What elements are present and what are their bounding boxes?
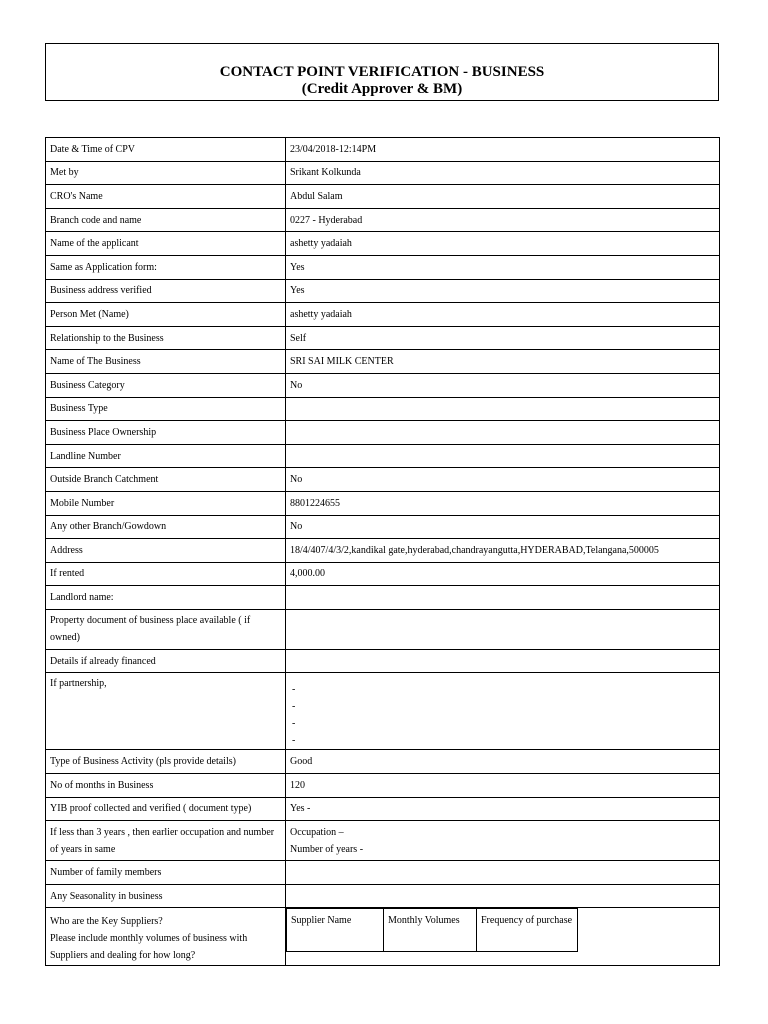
row-value: ashetty yadaiah bbox=[286, 232, 720, 256]
row-label: If less than 3 years , then earlier occupation and number of years in same bbox=[46, 821, 286, 861]
row-label: No of months in Business bbox=[46, 774, 286, 798]
row-label: Any other Branch/Gowdown bbox=[46, 515, 286, 539]
table-row bbox=[46, 279, 720, 303]
row-value bbox=[286, 397, 720, 421]
table-row bbox=[46, 444, 720, 468]
table-row bbox=[46, 673, 720, 750]
table-row bbox=[287, 909, 578, 952]
row-value bbox=[286, 861, 720, 885]
table-row bbox=[46, 138, 720, 162]
row-value bbox=[286, 586, 720, 610]
row-label: If partnership, bbox=[46, 673, 286, 750]
row-value: 4,000.00 bbox=[286, 562, 720, 586]
row-label: If rented bbox=[46, 562, 286, 586]
row-label: Date & Time of CPV bbox=[46, 138, 286, 162]
table-row bbox=[46, 821, 720, 861]
table-row bbox=[46, 421, 720, 445]
row-label: Address bbox=[46, 539, 286, 563]
table-row bbox=[46, 774, 720, 798]
row-value: No bbox=[286, 468, 720, 492]
table-row bbox=[46, 586, 720, 610]
row-label: Relationship to the Business bbox=[46, 326, 286, 350]
page-subtitle: (Credit Approver & BM) bbox=[301, 81, 463, 97]
row-value bbox=[286, 609, 720, 649]
cpv-form-table bbox=[45, 137, 720, 966]
table-row bbox=[46, 884, 720, 908]
row-label: Landlord name: bbox=[46, 586, 286, 610]
row-value bbox=[286, 421, 720, 445]
row-value bbox=[286, 884, 720, 908]
suppliers-instruction-1: Please include monthly volumes of business with bbox=[50, 933, 248, 945]
row-label: Name of The Business bbox=[46, 350, 286, 374]
row-value: Good bbox=[286, 750, 720, 774]
row-value: 18/4/407/4/3/2,kandikal gate,hyderabad,chandrayangutta,HYDERABAD,Telangana,500005 bbox=[286, 539, 720, 563]
years-text: Number of years - bbox=[290, 843, 364, 855]
row-value bbox=[286, 649, 720, 673]
row-label: Met by bbox=[46, 161, 286, 185]
row-label: Branch code and name bbox=[46, 208, 286, 232]
table-row bbox=[46, 861, 720, 885]
row-value: Yes bbox=[286, 279, 720, 303]
row-value bbox=[286, 444, 720, 468]
row-label: Property document of business place available ( if owned) bbox=[46, 609, 286, 649]
row-label: Details if already financed bbox=[46, 649, 286, 673]
table-row bbox=[46, 208, 720, 232]
occupation-text: Occupation – bbox=[290, 826, 344, 838]
row-label: Name of the applicant bbox=[46, 232, 286, 256]
row-label: Mobile Number bbox=[46, 491, 286, 515]
row-label: Landline Number bbox=[46, 444, 286, 468]
table-row bbox=[46, 397, 720, 421]
row-label: Outside Branch Catchment bbox=[46, 468, 286, 492]
suppliers-table bbox=[286, 908, 578, 952]
list-item: - bbox=[292, 684, 296, 696]
table-row bbox=[46, 539, 720, 563]
row-value: 0227 - Hyderabad bbox=[286, 208, 720, 232]
row-value: Abdul Salam bbox=[286, 185, 720, 209]
table-row bbox=[46, 609, 720, 649]
page-title: CONTACT POINT VERIFICATION - BUSINESS bbox=[219, 64, 545, 80]
row-value: Srikant Kolkunda bbox=[286, 161, 720, 185]
table-row bbox=[46, 515, 720, 539]
suppliers-question: Who are the Key Suppliers? bbox=[50, 916, 163, 928]
row-value bbox=[286, 821, 720, 861]
row-label: CRO's Name bbox=[46, 185, 286, 209]
row-label: Number of family members bbox=[46, 861, 286, 885]
row-value: 8801224655 bbox=[286, 491, 720, 515]
table-row bbox=[46, 750, 720, 774]
row-label: Any Seasonality in business bbox=[46, 884, 286, 908]
row-value bbox=[286, 673, 720, 750]
row-label: Business address verified bbox=[46, 279, 286, 303]
table-row bbox=[46, 649, 720, 673]
row-value: 23/04/2018-12:14PM bbox=[286, 138, 720, 162]
table-row bbox=[46, 468, 720, 492]
table-row bbox=[46, 491, 720, 515]
table-row bbox=[46, 255, 720, 279]
row-value: No bbox=[286, 373, 720, 397]
row-value: Yes bbox=[286, 255, 720, 279]
table-row bbox=[46, 326, 720, 350]
table-row bbox=[46, 350, 720, 374]
table-row bbox=[46, 373, 720, 397]
partnership-list bbox=[290, 681, 715, 749]
row-value: No bbox=[286, 515, 720, 539]
table-row bbox=[46, 161, 720, 185]
row-value: ashetty yadaiah bbox=[286, 303, 720, 327]
supplier-name-header: Supplier Name bbox=[287, 909, 384, 952]
form-header bbox=[45, 43, 719, 101]
table-row bbox=[46, 185, 720, 209]
row-label: YIB proof collected and verified ( document type) bbox=[46, 797, 286, 821]
row-label: Same as Application form: bbox=[46, 255, 286, 279]
row-value: Self bbox=[286, 326, 720, 350]
table-row bbox=[46, 303, 720, 327]
table-row bbox=[46, 908, 720, 966]
table-row bbox=[46, 232, 720, 256]
row-value: SRI SAI MILK CENTER bbox=[286, 350, 720, 374]
list-item: - bbox=[292, 701, 296, 713]
row-value: Yes - bbox=[286, 797, 720, 821]
row-label bbox=[46, 908, 286, 966]
list-item: - bbox=[292, 718, 296, 730]
row-label: Business Place Ownership bbox=[46, 421, 286, 445]
table-row bbox=[46, 797, 720, 821]
row-label: Person Met (Name) bbox=[46, 303, 286, 327]
list-item: - bbox=[292, 735, 296, 747]
frequency-header: Frequency of purchase bbox=[477, 909, 578, 952]
row-label: Business Type bbox=[46, 397, 286, 421]
row-label: Business Category bbox=[46, 373, 286, 397]
monthly-volumes-header: Monthly Volumes bbox=[384, 909, 477, 952]
table-row bbox=[46, 562, 720, 586]
row-value bbox=[286, 908, 720, 966]
row-label: Type of Business Activity (pls provide details) bbox=[46, 750, 286, 774]
suppliers-instruction-2: Suppliers and dealing for how long? bbox=[50, 950, 196, 962]
row-value: 120 bbox=[286, 774, 720, 798]
